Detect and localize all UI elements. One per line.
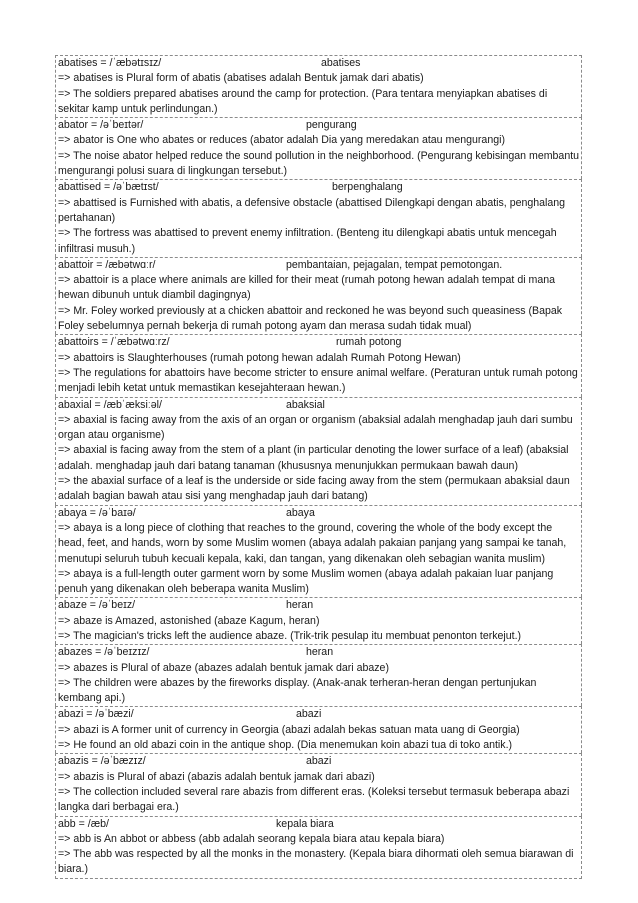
definition-line: => Mr. Foley worked previously at a chicken abattoir and reckoned he was beyond such queasiness (Bapak Foley sebelumnya pernah bekerja di rumah potong ayam dan merasa sudah tidak mual) (58, 304, 563, 333)
definition-line: => The children were abazes by the fireworks display. (Anak-anak terheran-heran dengan pertunjukan kembang api.) (58, 676, 537, 705)
definition-line: => The collection included several rare abazis from different eras. (Koleksi tersebut termasuk beberapa abazi langka dari berbagai era.) (58, 785, 570, 814)
definition-line: => The abb was respected by all the monks in the monastery. (Kepala biara dihormati oleh semua biarawan di biara.) (58, 848, 574, 876)
definition-line: => abaya is a long piece of clothing that reaches to the ground, covering the whole of the body except the head, feet, and hands, worn by some Muslim women (abaya adalah pakaian panjang yang sampai ke tanah, menutupi seluruh tubuh kecuali kepala, kaki, dan tangan, yang dikenakan oleh sebagian wanita muslim) (58, 521, 567, 565)
definition-line: => abaxial is facing away from the stem of a plant (in particular denoting the lower surface of a leaf) (abaksial adalah. menghadap jauh dari batang tanaman (khususnya menunjukkan permukaan bawah daun) (58, 444, 569, 472)
translation: abaya (286, 506, 315, 519)
entry-header (58, 645, 581, 660)
headword: abaxial = /æbˈæksiːəl/ (58, 398, 162, 411)
headword: abazi = /əˈbæzi/ (58, 708, 134, 721)
entry-header (58, 817, 581, 832)
definition-line: => The noise abator helped reduce the sound pollution in the neighborhood. (Pengurang kebisingan membantu mengurangi polusi suara di lingkungan tersebut.) (58, 149, 580, 178)
dictionary-entry (55, 753, 582, 815)
translation: pembantaian, pejagalan, tempat pemotongan. (286, 258, 503, 271)
headword: abb = /æb/ (58, 817, 109, 830)
dictionary-entry (55, 706, 582, 753)
definition-line: => The fortress was abattised to prevent enemy infiltration. (Benteng itu dilengkapi abatis untuk mencegah infiltrasi musuh.) (58, 227, 557, 255)
dictionary-entry (55, 397, 582, 505)
dictionary-entry (55, 179, 582, 256)
dictionary-entry (55, 55, 582, 117)
dictionary-entry (55, 816, 582, 879)
translation: abatises (321, 57, 361, 69)
dictionary-entry (55, 334, 582, 396)
entry-header (58, 707, 581, 722)
definition-line: => abaxial is facing away from the axis of an organ or organism (abaksial adalah menghadap jauh dari sumbu organ atau organisme) (58, 413, 573, 442)
headword: abattoirs = /ˈæbətwɑːrz/ (58, 336, 170, 349)
definition-line: => abaze is Amazed, astonished (abaze Kagum, heran) (58, 614, 320, 627)
dictionary-entry (55, 257, 582, 334)
definition-line: => abazi is A former unit of currency in Georgia (abazi adalah bekas satuan mata uang di Georgia) (58, 723, 520, 736)
headword: abaze = /əˈbeɪz/ (58, 599, 136, 612)
dictionary-page (55, 55, 582, 879)
headword: abaya = /əˈbaɪə/ (58, 506, 136, 519)
definition-line: => abatises is Plural form of abatis (abatises adalah Bentuk jamak dari abatis) (58, 72, 424, 85)
entry-header (58, 258, 581, 273)
headword: abattised = /əˈbætɪst/ (58, 181, 159, 194)
headword: abattoir = /æbətwɑːr/ (58, 258, 156, 271)
translation: abaksial (286, 398, 325, 411)
translation: pengurang (306, 119, 357, 132)
headword: abator = /əˈbeɪtər/ (58, 119, 144, 132)
definition-line: => The soldiers prepared abatises around the camp for protection. (Para tentara menyiapkan abatises di sekitar kamp untuk perlindungan.) (58, 87, 548, 115)
definition-line: => He found an old abazi coin in the antique shop. (Dia menemukan koin abazi tua di toko antik.) (58, 739, 513, 752)
headword: abatises = /ˈæbətɪsɪz/ (58, 57, 162, 69)
dictionary-entry (55, 644, 582, 706)
definition-line: => abaya is a full-length outer garment worn by some Muslim women (abaya adalah pakaian luar panjang penuh yang dikenakan oleh beberapa wanita Muslim) (58, 567, 554, 596)
definition-line: => abattised is Furnished with abatis, a defensive obstacle (abattised Dilengkapi dengan abatis, penghalang pertahanan) (58, 196, 566, 224)
dictionary-entry (55, 597, 582, 644)
translation: kepala biara (276, 817, 334, 830)
entry-header (58, 118, 581, 133)
entry-header (58, 335, 581, 350)
definition-line: => The regulations for abattoirs have become stricter to ensure animal welfare. (Peraturan untuk rumah potong menjadi lebih ketat untuk memastikan kesejahteraan hewan.) (58, 366, 578, 395)
translation: rumah potong (336, 336, 402, 349)
entry-header (58, 398, 581, 413)
definition-line: => abattoirs is Slaughterhouses (rumah potong hewan adalah Rumah Potong Hewan) (58, 351, 461, 364)
entry-header (58, 754, 581, 769)
translation: abazi (296, 708, 322, 721)
translation: berpenghalang (332, 181, 403, 194)
entry-header (58, 506, 581, 521)
definition-line: => the abaxial surface of a leaf is the underside or side facing away from the stem (permukaan abaksial daun adalah bagian bawah atau sisi yang menghadap jauh dari batang) (58, 475, 570, 503)
entry-header (58, 56, 581, 71)
entry-header (58, 180, 581, 195)
definition-line: => abazis is Plural of abazi (abazis adalah bentuk jamak dari abazi) (58, 770, 375, 783)
dictionary-entry (55, 505, 582, 598)
definition-line: => abazes is Plural of abaze (abazes adalah bentuk jamak dari abaze) (58, 661, 389, 674)
translation: heran (306, 646, 334, 659)
dictionary-entry (55, 117, 582, 179)
headword: abazes = /əˈbeɪzɪz/ (58, 646, 150, 659)
definition-line: => The magician's tricks left the audience abaze. (Trik-trik pesulap itu membuat penonton terkejut.) (58, 629, 522, 642)
translation: heran (286, 599, 314, 612)
entry-header (58, 598, 581, 613)
definition-line: => abb is An abbot or abbess (abb adalah seorang kepala biara atau kepala biara) (58, 832, 445, 845)
translation: abazi (306, 755, 332, 768)
definition-line: => abator is One who abates or reduces (abator adalah Dia yang meredakan atau mengurangi) (58, 134, 505, 147)
headword: abazis = /əˈbæzɪz/ (58, 755, 146, 768)
definition-line: => abattoir is a place where animals are killed for their meat (rumah potong hewan adalah tempat di mana hewan dibunuh untuk diambil dagingnya) (58, 274, 556, 302)
